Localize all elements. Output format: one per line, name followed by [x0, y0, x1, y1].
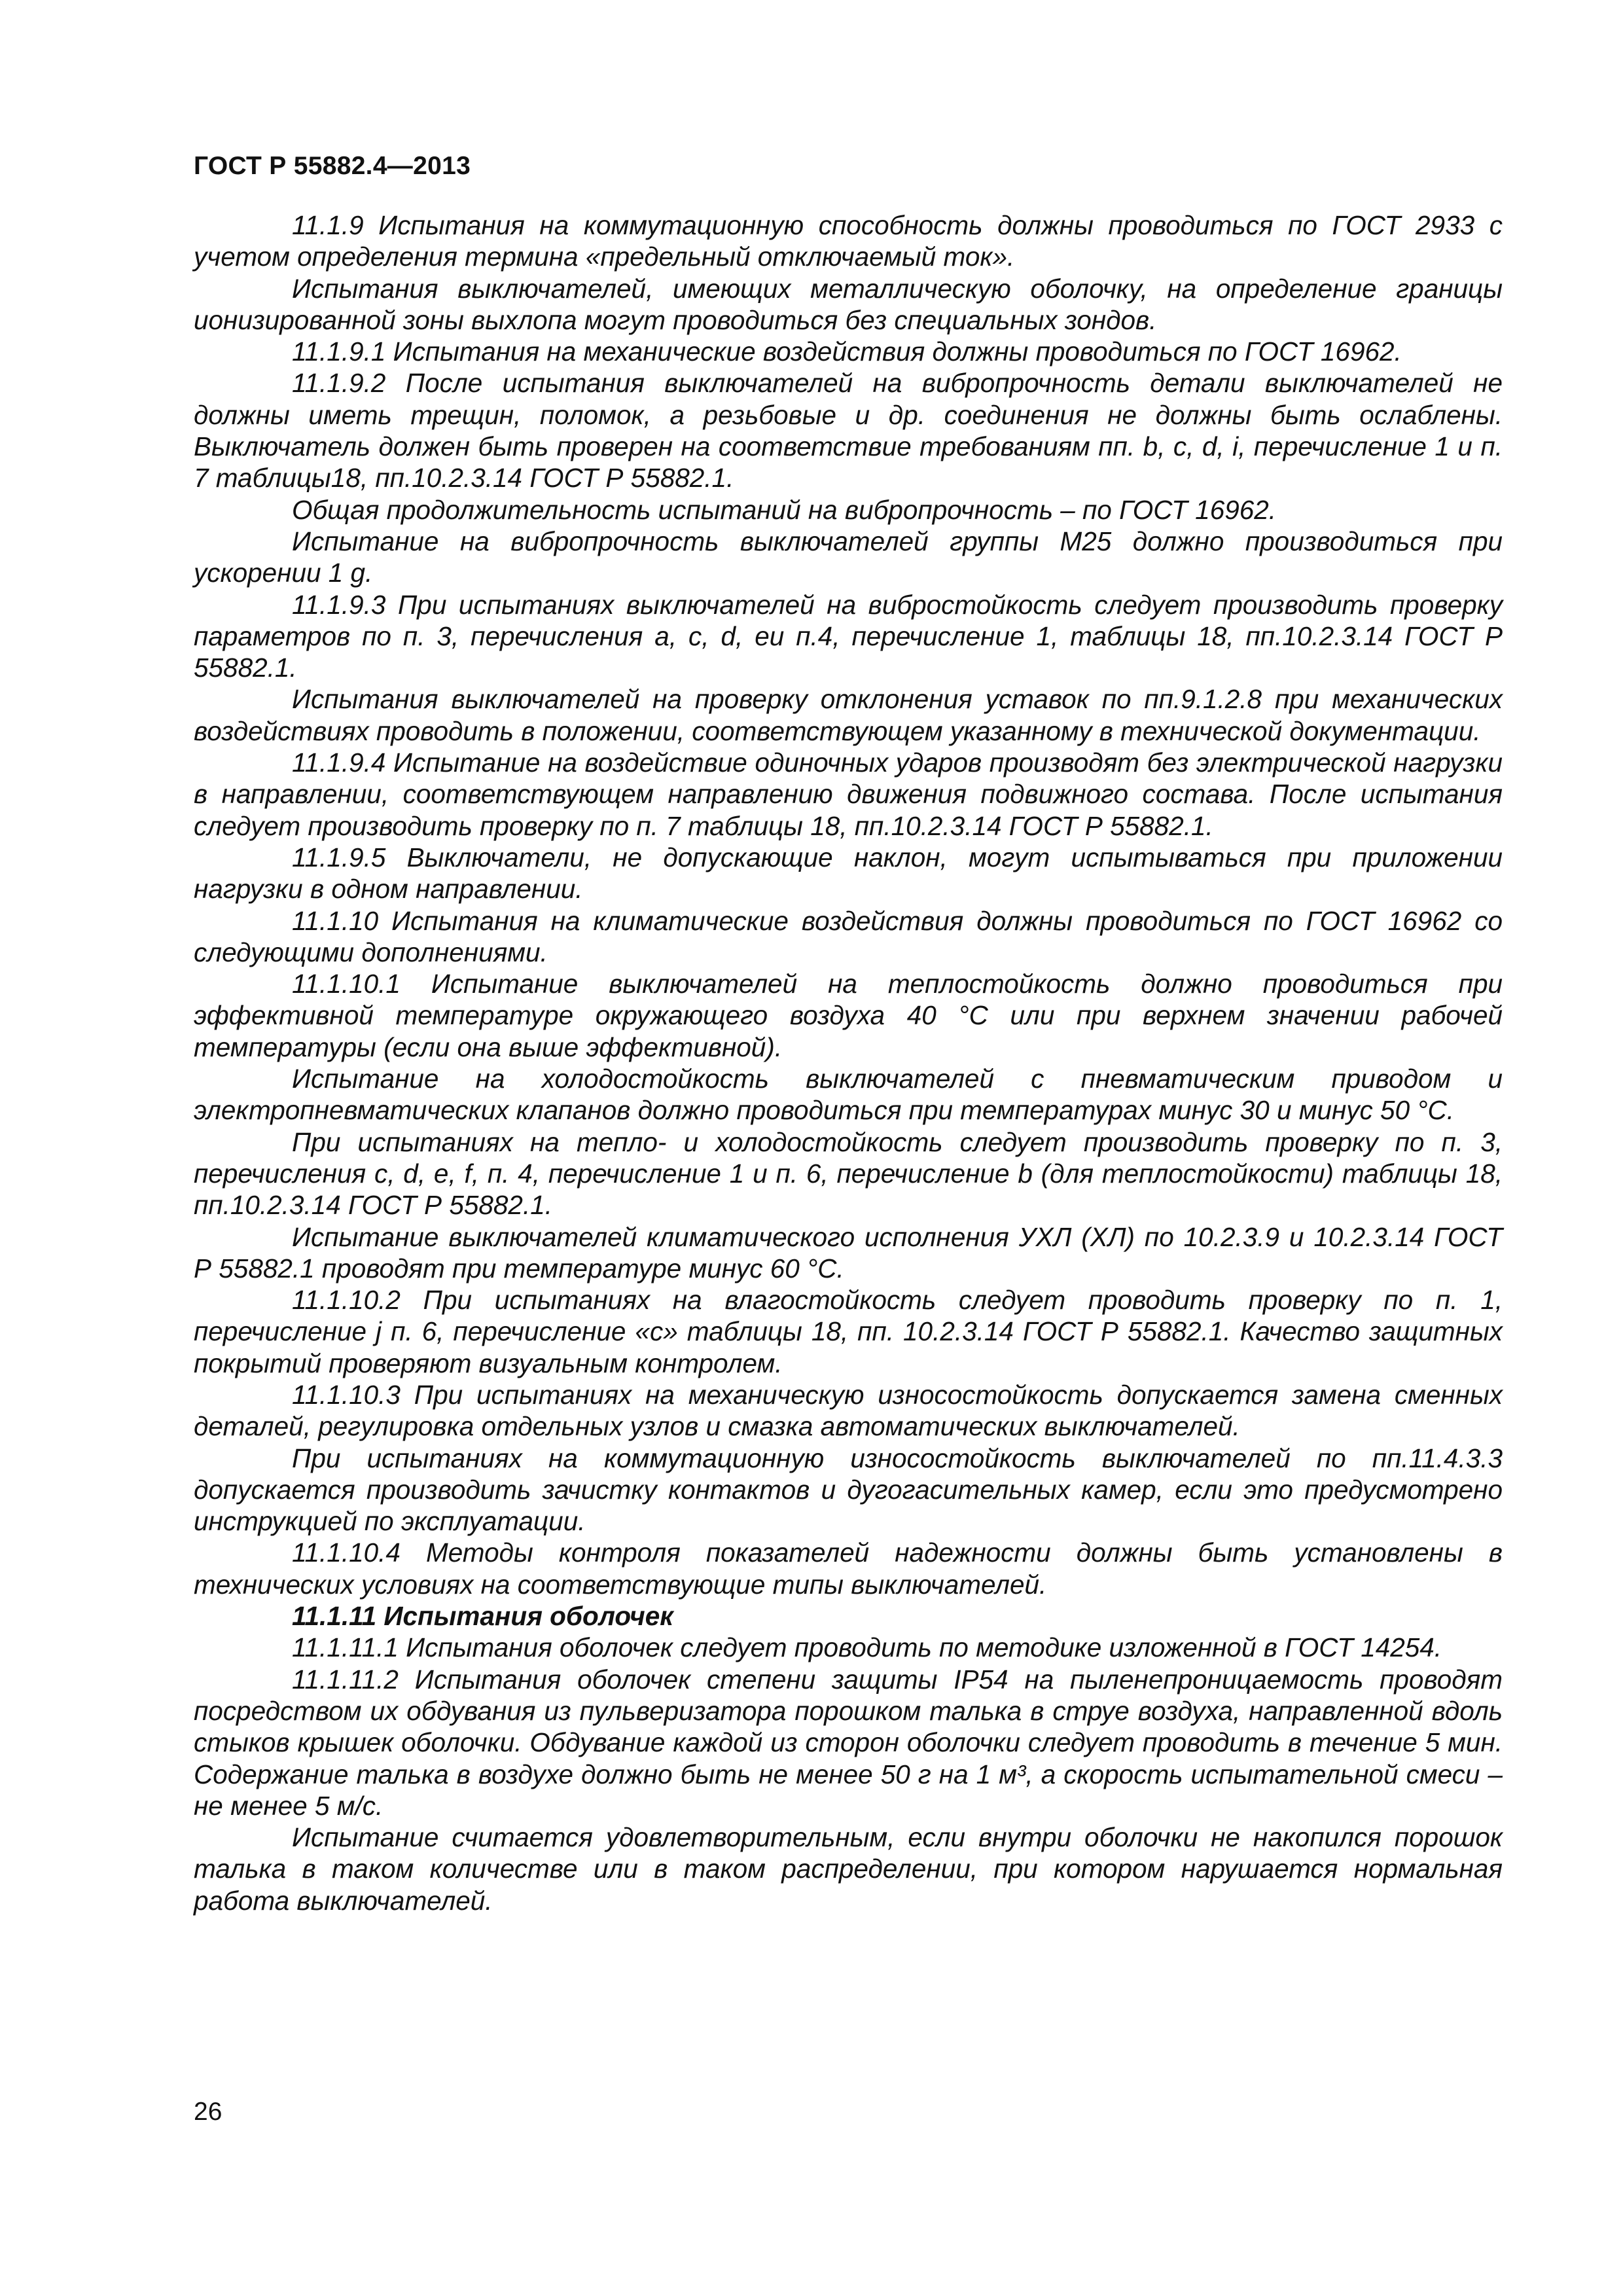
section-heading: 11.1.11 Испытания оболочек [292, 1601, 673, 1632]
paragraph: 11.1.10.4 Методы контроля показателей надежности должны быть установлены в технических условиях на соответствующие типы выключателей. [194, 1537, 1503, 1600]
paragraph: 11.1.9 Испытания на коммутационную способность должны проводиться по ГОСТ 2933 с учетом определения термина «предельный отключаемый ток». [194, 210, 1503, 272]
paragraph: 11.1.11.1 Испытания оболочек следует проводить по методике изложенной в ГОСТ 14254. [292, 1632, 1442, 1663]
paragraph: Испытание на вибропрочность выключателей группы М25 должно производиться при ускорении 1 g. [194, 526, 1503, 588]
paragraph: Испытания выключателей, имеющих металлическую оболочку, на определение границы ионизированной зоны выхлопа могут проводиться без специальных зондов. [194, 273, 1503, 335]
paragraph: 11.1.10.2 При испытаниях на влагостойкость следует проводить проверку по п. 1, перечисление j п. 6, перечисление «с» таблицы 18, пп. 10.2.3.14 ГОСТ Р 55882.1. Качество защитных покрытий проверяют визуальным контролем. [194, 1285, 1503, 1378]
paragraph: 11.1.9.2 После испытания выключателей на вибропрочность детали выключателей не должны иметь трещин, поломок, а резьбовые и др. соединения не должны быть ослаблены. Выключатель должен быть проверен на соответствие требованиям пп. b, с, d, i, перечисление 1 и п. 7 таблицы18, пп.10.2.3.14 ГОСТ Р 55882.1. [194, 368, 1503, 493]
paragraph: 11.1.10 Испытания на климатические воздействия должны проводиться по ГОСТ 16962 со следующими дополнениями. [194, 905, 1503, 967]
document-header: ГОСТ Р 55882.4—2013 [194, 152, 471, 180]
paragraph: Испытание выключателей климатического исполнения УХЛ (ХЛ) по 10.2.3.9 и 10.2.3.14 ГОСТ Р 55882.1 проводят при температуре минус 60 °С. [194, 1221, 1503, 1283]
paragraph: 11.1.10.1 Испытание выключателей на теплостойкость должно проводиться при эффективной температуре окружающего воздуха 40 °С или при верхнем значении рабочей температуры (если она выше эффективной). [194, 969, 1503, 1062]
paragraph: При испытаниях на тепло- и холодостойкость следует производить проверку по п. 3, перечисления с, d, е, f, п. 4, перечисление 1 и п. 6, перечисление b (для теплостойкости) таблицы 18, пп.10.2.3.14 ГОСТ Р 55882.1. [194, 1126, 1503, 1221]
paragraph: 11.1.9.4 Испытание на воздействие одиночных ударов производят без электрической нагрузки в направлении, соответствующем направлению движения подвижного состава. После испытания следует производить проверку по п. 7 таблицы 18, пп.10.2.3.14 ГОСТ Р 55882.1. [194, 747, 1503, 841]
paragraph: Испытание на холодостойкость выключателей с пневматическим приводом и электропневматических клапанов должно проводиться при температурах минус 30 и минус 50 °С. [194, 1064, 1503, 1126]
paragraph: 11.1.11.2 Испытания оболочек степени защиты IP54 на пыленепроницаемость проводят посредством их обдувания из пульверизатора порошком талька в струе воздуха, направленной вдоль стыков крышек оболочки. Обдувание каждой из сторон оболочки следует проводить в течение 5 мин. Содержание талька в воздухе должно быть не менее 50 г на 1 м³, а скорость испытательной смеси – не менее 5 м/с. [194, 1664, 1503, 1821]
paragraph: Общая продолжительность испытаний на вибропрочность – по ГОСТ 16962. [292, 494, 1277, 525]
page-number: 26 [194, 2098, 223, 2126]
paragraph: При испытаниях на коммутационную износостойкость выключателей по пп.11.4.3.3 допускается производить зачистку контактов и дугогасительных камер, если это предусмотрено инструкцией по эксплуатации. [194, 1443, 1503, 1537]
paragraph: 11.1.9.1 Испытания на механические воздействия должны проводиться по ГОСТ 16962. [292, 336, 1402, 367]
document-body [194, 209, 1503, 1916]
paragraph: 11.1.9.5 Выключатели, не допускающие наклон, могут испытываться при приложении нагрузки в одном направлении. [194, 842, 1503, 905]
paragraph: Испытание считается удовлетворительным, если внутри оболочки не накопился порошок талька в таком количестве или в таком распределении, при котором нарушается нормальная работа выключателей. [194, 1822, 1503, 1916]
paragraph: 11.1.10.3 При испытаниях на механическую износостойкость допускается замена сменных деталей, регулировка отдельных узлов и смазка автоматических выключателей. [194, 1379, 1503, 1442]
paragraph: Испытания выключателей на проверку отклонения уставок по пп.9.1.2.8 при механических воздействиях проводить в положении, соответствующем указанному в технической документации. [194, 684, 1503, 746]
paragraph: 11.1.9.3 При испытаниях выключателей на вибростойкость следует производить проверку параметров по п. 3, перечисления а, с, d, еи п.4, перечисление 1, таблицы 18, пп.10.2.3.14 ГОСТ Р 55882.1. [194, 589, 1503, 683]
